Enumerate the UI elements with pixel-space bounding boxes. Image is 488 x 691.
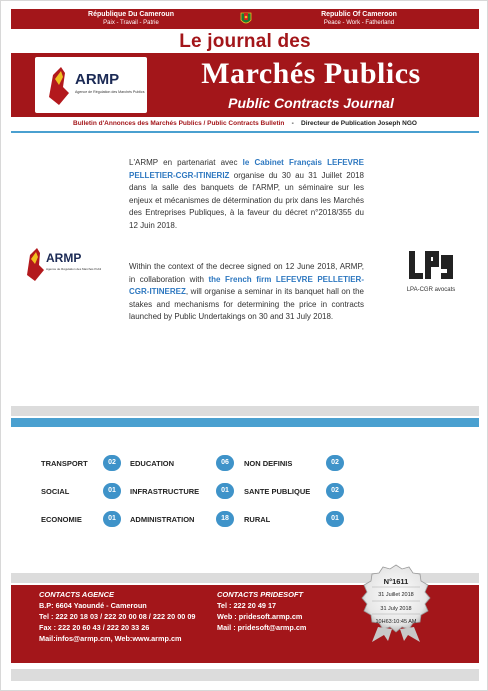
fr-rest: organise du 30 au 31 Juillet 2018 dans la salle des banquets de l'ARMP, un séminaire sur les enjeux et mécanismes de détermination du prix dans les Marchés des Entreprises Publiques, à la faveur du décret n°2018/355 du 12 Juin 2018.	[129, 170, 364, 230]
masthead-subtitle: Public Contracts Journal	[228, 95, 394, 111]
issue-date-fr: 31 Juillet 2018	[378, 592, 414, 598]
category-label: INFRASTRUCTURE	[130, 487, 200, 496]
armp-logo-subtext: Agence de Régulation des Marchés Publics	[75, 90, 145, 94]
category-count-badge: 01	[103, 483, 121, 499]
article-english-paragraph	[129, 261, 364, 324]
category-count-badge: 01	[326, 511, 344, 527]
category-count-badge: 02	[326, 455, 344, 471]
article-divider-gray	[11, 406, 479, 416]
republic-band	[11, 9, 479, 29]
republic-fr: République Du Cameroun	[88, 11, 174, 18]
issue-number: N°1611	[383, 577, 409, 586]
motto-en: Peace - Work - Fatherland	[323, 20, 395, 26]
category-count-badge: 01	[103, 511, 121, 527]
category-summary	[31, 445, 461, 535]
bulletin-separator: -	[291, 120, 294, 127]
bulletin-info	[11, 120, 479, 130]
category-label: SANTE PUBLIQUE	[244, 487, 311, 496]
category-label: SOCIAL	[41, 487, 70, 496]
header-divider	[11, 131, 479, 133]
pridesoft-mail-link[interactable]: Mail : pridesoft@armp.cm	[217, 623, 307, 632]
category-label: TRANSPORT	[41, 459, 88, 468]
stamp-seal-icon	[358, 563, 434, 643]
category-count-badge: 02	[326, 483, 344, 499]
bulletin-title: Bulletin d'Annonces des Marchés Publics / Public Contracts Bulletin	[73, 120, 285, 127]
category-label: RURAL	[244, 515, 271, 524]
republic-fr-block	[51, 11, 211, 27]
lpa-cgr-logo[interactable]	[401, 245, 461, 301]
agence-tel: Tel : 222 20 18 03 / 222 20 00 08 / 222 20 00 09	[39, 612, 196, 621]
journal-des-heading: Le journal des	[179, 31, 311, 52]
coat-of-arms-icon	[239, 12, 253, 26]
article-french-paragraph	[129, 157, 364, 232]
article-logo-text: ARMP	[46, 251, 82, 265]
category-count-badge: 02	[103, 455, 121, 471]
agence-fax: Fax : 222 20 60 43 / 222 20 33 26	[39, 623, 150, 632]
issue-stamp	[358, 563, 434, 643]
motto-fr: Paix - Travail - Patrie	[103, 20, 159, 26]
category-label: NON DEFINIS	[244, 459, 293, 468]
fr-intro: L'ARMP en partenariat avec	[129, 158, 243, 167]
footer-bottom-bar	[11, 669, 479, 681]
en-partner-link[interactable]: the French firm LEFEVRE PELLETIER-CGR-ITINEREZ	[129, 274, 365, 296]
issue-time-code: 10H63:10:45 AM	[375, 619, 417, 625]
issue-date-en: 31 July 2018	[380, 606, 412, 612]
armp-logo-text: ARMP	[75, 71, 120, 88]
en-intro: Within the context of the decree signed on 12 June 2018, ARMP, in collaboration with	[129, 262, 364, 284]
article-logo-subtext: Agence de Régulation des Marchés Publics	[46, 267, 101, 271]
en-rest: , will organise a seminar in its banquet hall on the stakes and mechanisms for determining the price in contracts launched by Public Undertakings on 30 and 31 July 2018.	[129, 287, 364, 321]
category-count-badge: 18	[216, 511, 234, 527]
fr-partner-link[interactable]: le Cabinet Français LEFEVRE PELLETIER-CGR-ITINERIZ	[129, 158, 364, 180]
pridesoft-web-link[interactable]: Web : pridesoft.armp.cm	[217, 612, 303, 621]
agence-contacts-heading: CONTACTS AGENCE	[39, 590, 114, 599]
masthead-band	[11, 53, 479, 117]
lpa-cgr-logo-text: LPA-CGR avocats	[406, 287, 456, 293]
pridesoft-tel: Tel : 222 20 49 17	[217, 601, 277, 610]
category-label: EDUCATION	[130, 459, 175, 468]
category-label: ADMINISTRATION	[130, 515, 195, 524]
director-name: Directeur de Publication Joseph NGO	[301, 120, 417, 127]
pridesoft-contacts	[217, 589, 357, 633]
lpa-cgr-logo-icon	[401, 245, 461, 301]
armp-masthead-logo[interactable]	[35, 57, 147, 113]
agence-mail-link[interactable]: Mail:infos@armp.cm, Web:www.armp.cm	[39, 634, 182, 643]
armp-article-logo[interactable]	[21, 241, 101, 291]
category-count-badge: 01	[216, 483, 234, 499]
agence-bp: B.P: 6604 Yaoundé - Cameroun	[39, 601, 147, 610]
masthead-title: Marchés Publics	[201, 57, 421, 90]
pridesoft-contacts-heading: CONTACTS PRIDESOFT	[217, 590, 304, 599]
republic-en-block	[279, 11, 439, 27]
armp-map-icon	[35, 57, 147, 113]
category-label: ECONOMIE	[41, 515, 82, 524]
article-divider-blue	[11, 418, 479, 427]
category-count-badge: 06	[216, 455, 234, 471]
armp-article-map-icon	[21, 241, 101, 291]
republic-en: Republic Of Cameroon	[321, 11, 397, 18]
agence-contacts	[39, 589, 229, 644]
